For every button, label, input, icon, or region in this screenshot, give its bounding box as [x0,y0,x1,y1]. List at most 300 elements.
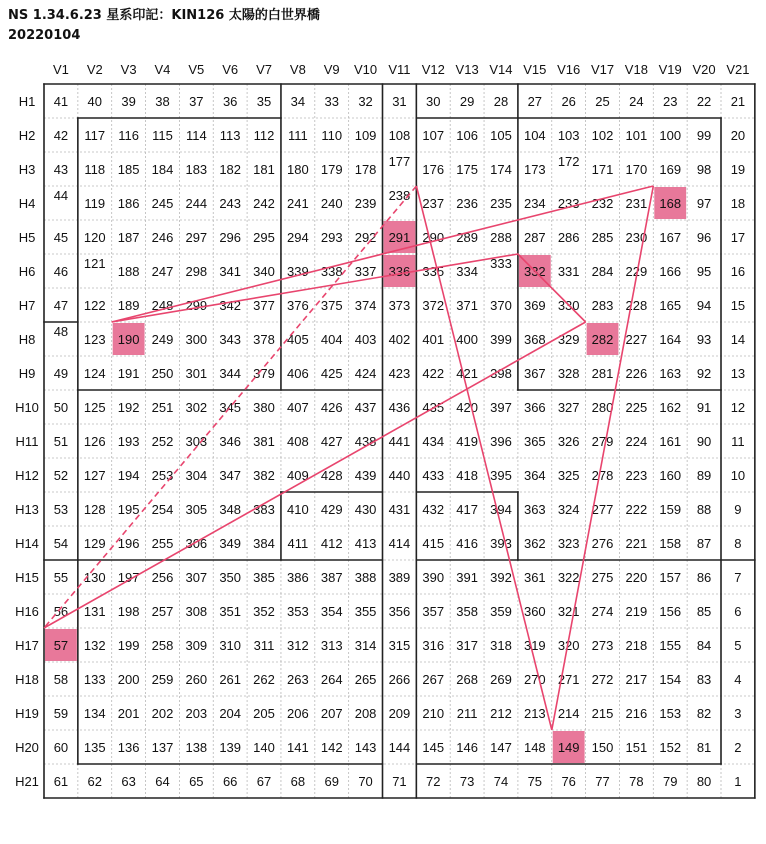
cell-number: 262 [253,672,275,687]
cell-number: 80 [696,774,712,789]
cell-number: 7 [734,570,742,585]
cell-number: 243 [219,196,242,211]
cell-number: 361 [523,570,546,585]
cell-number: 142 [320,740,343,755]
cell-number: 99 [696,128,712,143]
cell-number: 322 [557,570,580,585]
cell-number: 346 [219,434,242,449]
cell-number: 257 [151,604,174,619]
cell-number: 343 [219,332,242,347]
cell-number: 409 [287,468,309,483]
cell-number: 353 [287,604,309,619]
cell-number: 310 [219,638,242,653]
cell-number: 2 [734,740,742,755]
cell-number: 128 [83,502,106,517]
cell-number: 28 [493,94,509,109]
row-header: H9 [18,366,36,381]
cell-number: 131 [83,604,106,619]
cell-number: 253 [151,468,174,483]
cell-number: 304 [185,468,208,483]
cell-number: 45 [53,230,69,245]
cell-number: 237 [422,196,445,211]
cell-number: 57 [53,638,69,653]
cell-number: 359 [490,604,512,619]
cell-number: 140 [253,740,275,755]
cell-number: 395 [490,468,512,483]
cell-number: 259 [151,672,174,687]
cell-number: 38 [155,94,170,109]
cell-number: 391 [456,570,478,585]
cell-number: 70 [358,774,373,789]
cell-number: 321 [557,604,580,619]
cell-number: 191 [117,366,140,381]
cell-number: 154 [659,672,682,687]
cell-number: 126 [83,434,106,449]
row-header: H16 [15,604,39,619]
cell-numbers [54,94,745,789]
cell-number: 24 [629,94,644,109]
cell-number: 420 [456,400,478,415]
cell-number: 110 [321,128,343,143]
cell-number: 234 [523,196,546,211]
cell-number: 112 [253,128,275,143]
cell-number: 411 [287,536,309,551]
cell-number: 42 [53,128,69,143]
cell-number: 104 [523,128,546,143]
cell-number: 163 [659,366,682,381]
cell-number: 26 [561,94,576,109]
cell-number: 282 [591,332,614,347]
cell-number: 399 [490,332,512,347]
cell-number: 386 [287,570,309,585]
cell-number: 196 [117,536,140,551]
column-header: V12 [421,62,445,77]
cell-number: 225 [625,400,648,415]
cell-number: 283 [591,298,614,313]
cell-number: 438 [354,434,377,449]
cell-number: 19 [730,162,746,177]
cell-number: 40 [87,94,103,109]
cell-number: 384 [253,536,275,551]
cell-number: 421 [456,366,478,381]
cell-number: 270 [523,672,546,687]
row-header: H18 [15,672,39,687]
cell-number: 419 [456,434,478,449]
cell-number: 360 [523,604,546,619]
cell-number: 418 [456,468,478,483]
cell-number: 337 [354,264,377,279]
cell-number: 106 [456,128,478,143]
cell-number: 284 [591,264,614,279]
column-header: V1 [52,62,69,77]
cell-number: 309 [185,638,208,653]
cell-number: 169 [659,162,682,177]
cell-number: 249 [151,332,174,347]
cell-number: 332 [523,264,546,279]
cell-number: 171 [591,162,614,177]
cell-number: 4 [734,672,742,687]
cell-number: 422 [422,366,445,381]
cell-number: 53 [53,502,69,517]
cell-number: 30 [426,94,441,109]
cell-number: 68 [290,774,306,789]
cell-number: 206 [287,706,309,721]
cell-number: 221 [625,536,648,551]
cell-number: 167 [659,230,682,245]
row-header: H12 [15,468,39,483]
cell-number: 121 [83,256,106,271]
cell-number: 5 [734,638,742,653]
cell-number: 165 [659,298,682,313]
cell-number: 66 [222,774,238,789]
cell-number: 223 [625,468,648,483]
cell-number: 200 [117,672,140,687]
cell-number: 371 [456,298,478,313]
cell-number: 85 [696,604,712,619]
row-header: H5 [18,230,36,245]
cell-number: 148 [523,740,546,755]
cell-number: 355 [354,604,377,619]
cell-number: 232 [591,196,614,211]
cell-number: 244 [185,196,208,211]
cell-number: 320 [557,638,580,653]
cell-number: 275 [591,570,614,585]
cell-number: 6 [734,604,742,619]
cell-number: 402 [388,332,411,347]
cell-number: 233 [557,196,580,211]
cell-number: 33 [324,94,339,109]
cell-number: 115 [152,128,173,143]
row-header: H17 [15,638,39,653]
cell-number: 197 [117,570,140,585]
cell-number: 119 [84,196,106,211]
cell-number: 139 [219,740,242,755]
cell-number: 17 [730,230,746,245]
cell-number: 201 [117,706,140,721]
title-date-line: 20220104 [8,28,81,43]
cell-number: 267 [422,672,445,687]
cell-number: 314 [354,638,377,653]
cell-number: 15 [730,298,746,313]
cell-number: 238 [388,188,411,203]
cell-number: 55 [53,570,69,585]
column-header: V7 [256,62,272,77]
cell-number: 23 [662,94,678,109]
cell-number: 299 [185,298,208,313]
cell-number: 279 [591,434,614,449]
cell-number: 339 [287,264,309,279]
cell-number: 226 [625,366,648,381]
cell-number: 199 [117,638,140,653]
cell-number: 408 [287,434,309,449]
cell-number: 278 [591,468,614,483]
cell-number: 122 [83,298,106,313]
column-header: V18 [624,62,648,77]
cell-number: 434 [422,434,445,449]
cell-number: 415 [422,536,445,551]
cell-number: 280 [591,400,614,415]
column-header: V5 [188,62,205,77]
cell-number: 323 [557,536,580,551]
cell-number: 37 [189,94,204,109]
cell-number: 16 [730,264,746,279]
cell-number: 328 [557,366,580,381]
cell-number: 335 [422,264,445,279]
cell-number: 87 [696,536,712,551]
column-header: V2 [86,62,103,77]
cell-number: 235 [490,196,512,211]
cell-number: 338 [320,264,343,279]
cell-number: 152 [659,740,682,755]
cell-number: 377 [253,298,275,313]
cell-number: 435 [422,400,445,415]
cell-number: 311 [253,638,275,653]
cell-number: 69 [324,774,339,789]
cell-number: 305 [185,502,208,517]
cell-number: 405 [287,332,309,347]
cell-number: 281 [591,366,614,381]
cell-number: 173 [523,162,546,177]
cell-number: 114 [185,128,207,143]
cell-number: 341 [219,264,242,279]
cell-number: 192 [117,400,140,415]
cell-number: 79 [662,774,678,789]
cell-number: 295 [253,230,275,245]
cell-number: 368 [523,332,546,347]
cell-number: 227 [625,332,648,347]
column-header: V14 [489,62,513,77]
cell-number: 432 [422,502,445,517]
cell-number: 54 [53,536,69,551]
cell-number: 389 [388,570,411,585]
cell-number: 195 [117,502,140,517]
cell-number: 76 [561,774,576,789]
cell-number: 153 [659,706,682,721]
cell-number: 212 [490,706,512,721]
cell-number: 177 [388,154,411,169]
cell-number: 65 [189,774,204,789]
cell-number: 36 [222,94,238,109]
cell-number: 410 [287,502,309,517]
cell-number: 240 [320,196,343,211]
cell-number: 117 [84,128,106,143]
cell-number: 403 [354,332,377,347]
cell-number: 64 [155,774,170,789]
cell-number: 345 [219,400,242,415]
cell-number: 246 [151,230,174,245]
cell-number: 150 [591,740,614,755]
cell-number: 29 [459,94,475,109]
cell-number: 285 [591,230,614,245]
cell-number: 3 [734,706,742,721]
cell-number: 317 [456,638,478,653]
cell-number: 381 [253,434,275,449]
cell-number: 116 [118,128,139,143]
cell-number: 349 [219,536,242,551]
cell-number: 428 [320,468,343,483]
row-header: H2 [18,128,36,143]
cell-number: 82 [696,706,712,721]
cell-number: 161 [659,434,682,449]
row-header: H7 [18,298,36,313]
cell-number: 129 [83,536,106,551]
cell-number: 400 [456,332,478,347]
cell-number: 113 [219,128,241,143]
column-header: V4 [154,62,171,77]
cell-number: 202 [151,706,174,721]
cell-number: 183 [185,162,208,177]
cell-number: 141 [287,740,309,755]
cell-number: 77 [595,774,610,789]
cell-number: 27 [527,94,543,109]
column-header: V19 [658,62,682,77]
cell-number: 214 [557,706,580,721]
cell-number: 263 [287,672,309,687]
cell-number: 125 [83,400,106,415]
cell-number: 366 [523,400,546,415]
cell-number: 49 [53,366,69,381]
cell-number: 401 [422,332,445,347]
cell-number: 134 [83,706,106,721]
cell-number: 8 [734,536,742,551]
cell-number: 369 [523,298,546,313]
cell-number: 101 [625,128,648,143]
cell-number: 252 [151,434,174,449]
cell-number: 392 [490,570,512,585]
column-header: V13 [455,62,479,77]
cell-number: 406 [287,366,309,381]
cell-number: 397 [490,400,512,415]
cell-number: 390 [422,570,445,585]
column-header: V9 [323,62,340,77]
cell-number: 90 [696,434,712,449]
cell-number: 75 [527,774,543,789]
cell-number: 86 [696,570,712,585]
cell-number: 135 [83,740,106,755]
cell-number: 307 [185,570,208,585]
cell-number: 336 [388,264,411,279]
cell-number: 96 [696,230,712,245]
cell-number: 260 [185,672,208,687]
cell-number: 164 [659,332,682,347]
cell-number: 78 [629,774,644,789]
cell-number: 269 [490,672,512,687]
cell-number: 182 [219,162,242,177]
cell-number: 404 [320,332,343,347]
cell-number: 290 [422,230,445,245]
cell-number: 97 [696,196,712,211]
cell-number: 318 [490,638,512,653]
cell-number: 423 [388,366,411,381]
cell-number: 380 [253,400,275,415]
cell-number: 356 [388,604,411,619]
cell-number: 189 [117,298,140,313]
cell-number: 209 [388,706,411,721]
cell-number: 205 [253,706,275,721]
cell-number: 109 [354,128,377,143]
column-header: V3 [120,62,137,77]
cell-number: 193 [117,434,140,449]
cell-number: 52 [53,468,69,483]
cell-number: 430 [354,502,377,517]
cell-number: 143 [354,740,377,755]
cell-number: 239 [354,196,377,211]
cell-number: 18 [730,196,746,211]
cell-number: 13 [730,366,746,381]
cell-number: 39 [121,94,136,109]
cell-number: 71 [392,774,407,789]
cell-number: 59 [53,706,69,721]
cell-number: 228 [625,298,648,313]
cell-number: 67 [256,774,272,789]
cell-number: 261 [219,672,242,687]
cell-number: 388 [354,570,377,585]
cell-number: 241 [287,196,309,211]
cell-number: 95 [696,264,712,279]
cell-number: 245 [151,196,174,211]
cell-number: 427 [320,434,343,449]
cell-number: 44 [53,188,69,203]
cell-number: 296 [219,230,242,245]
cell-number: 329 [557,332,580,347]
cell-number: 136 [117,740,140,755]
cell-number: 407 [287,400,309,415]
cell-number: 417 [456,502,478,517]
cell-number: 301 [185,366,208,381]
cell-number: 375 [320,298,343,313]
cell-number: 298 [185,264,208,279]
cell-number: 94 [696,298,712,313]
cell-number: 351 [219,604,242,619]
cell-number: 74 [493,774,509,789]
cell-number: 436 [388,400,411,415]
cell-number: 316 [422,638,445,653]
cell-number: 334 [456,264,478,279]
title-kin-line: NS 1.34.6.23 星系印記：KIN126 太陽的白世界橋 [8,8,320,23]
cell-number: 364 [523,468,546,483]
cell-number: 168 [659,196,682,211]
column-header: V10 [354,62,378,77]
cell-number: 288 [490,230,512,245]
cell-number: 414 [388,536,411,551]
cell-number: 302 [185,400,208,415]
cell-number: 172 [557,154,580,169]
cell-number: 216 [625,706,648,721]
cell-number: 292 [354,230,377,245]
cell-number: 382 [253,468,275,483]
cell-number: 25 [595,94,610,109]
cell-number: 147 [490,740,512,755]
cell-number: 425 [320,366,343,381]
cell-number: 219 [625,604,648,619]
cell-number: 176 [422,162,445,177]
cell-number: 396 [490,434,512,449]
row-header: H8 [18,332,36,347]
cell-number: 84 [696,638,712,653]
cell-number: 372 [422,298,445,313]
cell-number: 394 [490,502,512,517]
cell-number: 437 [354,400,377,415]
cell-number: 107 [422,128,445,143]
cell-number: 413 [354,536,377,551]
cell-number: 41 [53,94,69,109]
cell-number: 222 [625,502,648,517]
cell-number: 354 [320,604,343,619]
cell-number: 160 [659,468,682,483]
cell-number: 211 [456,706,478,721]
cell-number: 271 [557,672,580,687]
row-header: H1 [18,94,36,109]
